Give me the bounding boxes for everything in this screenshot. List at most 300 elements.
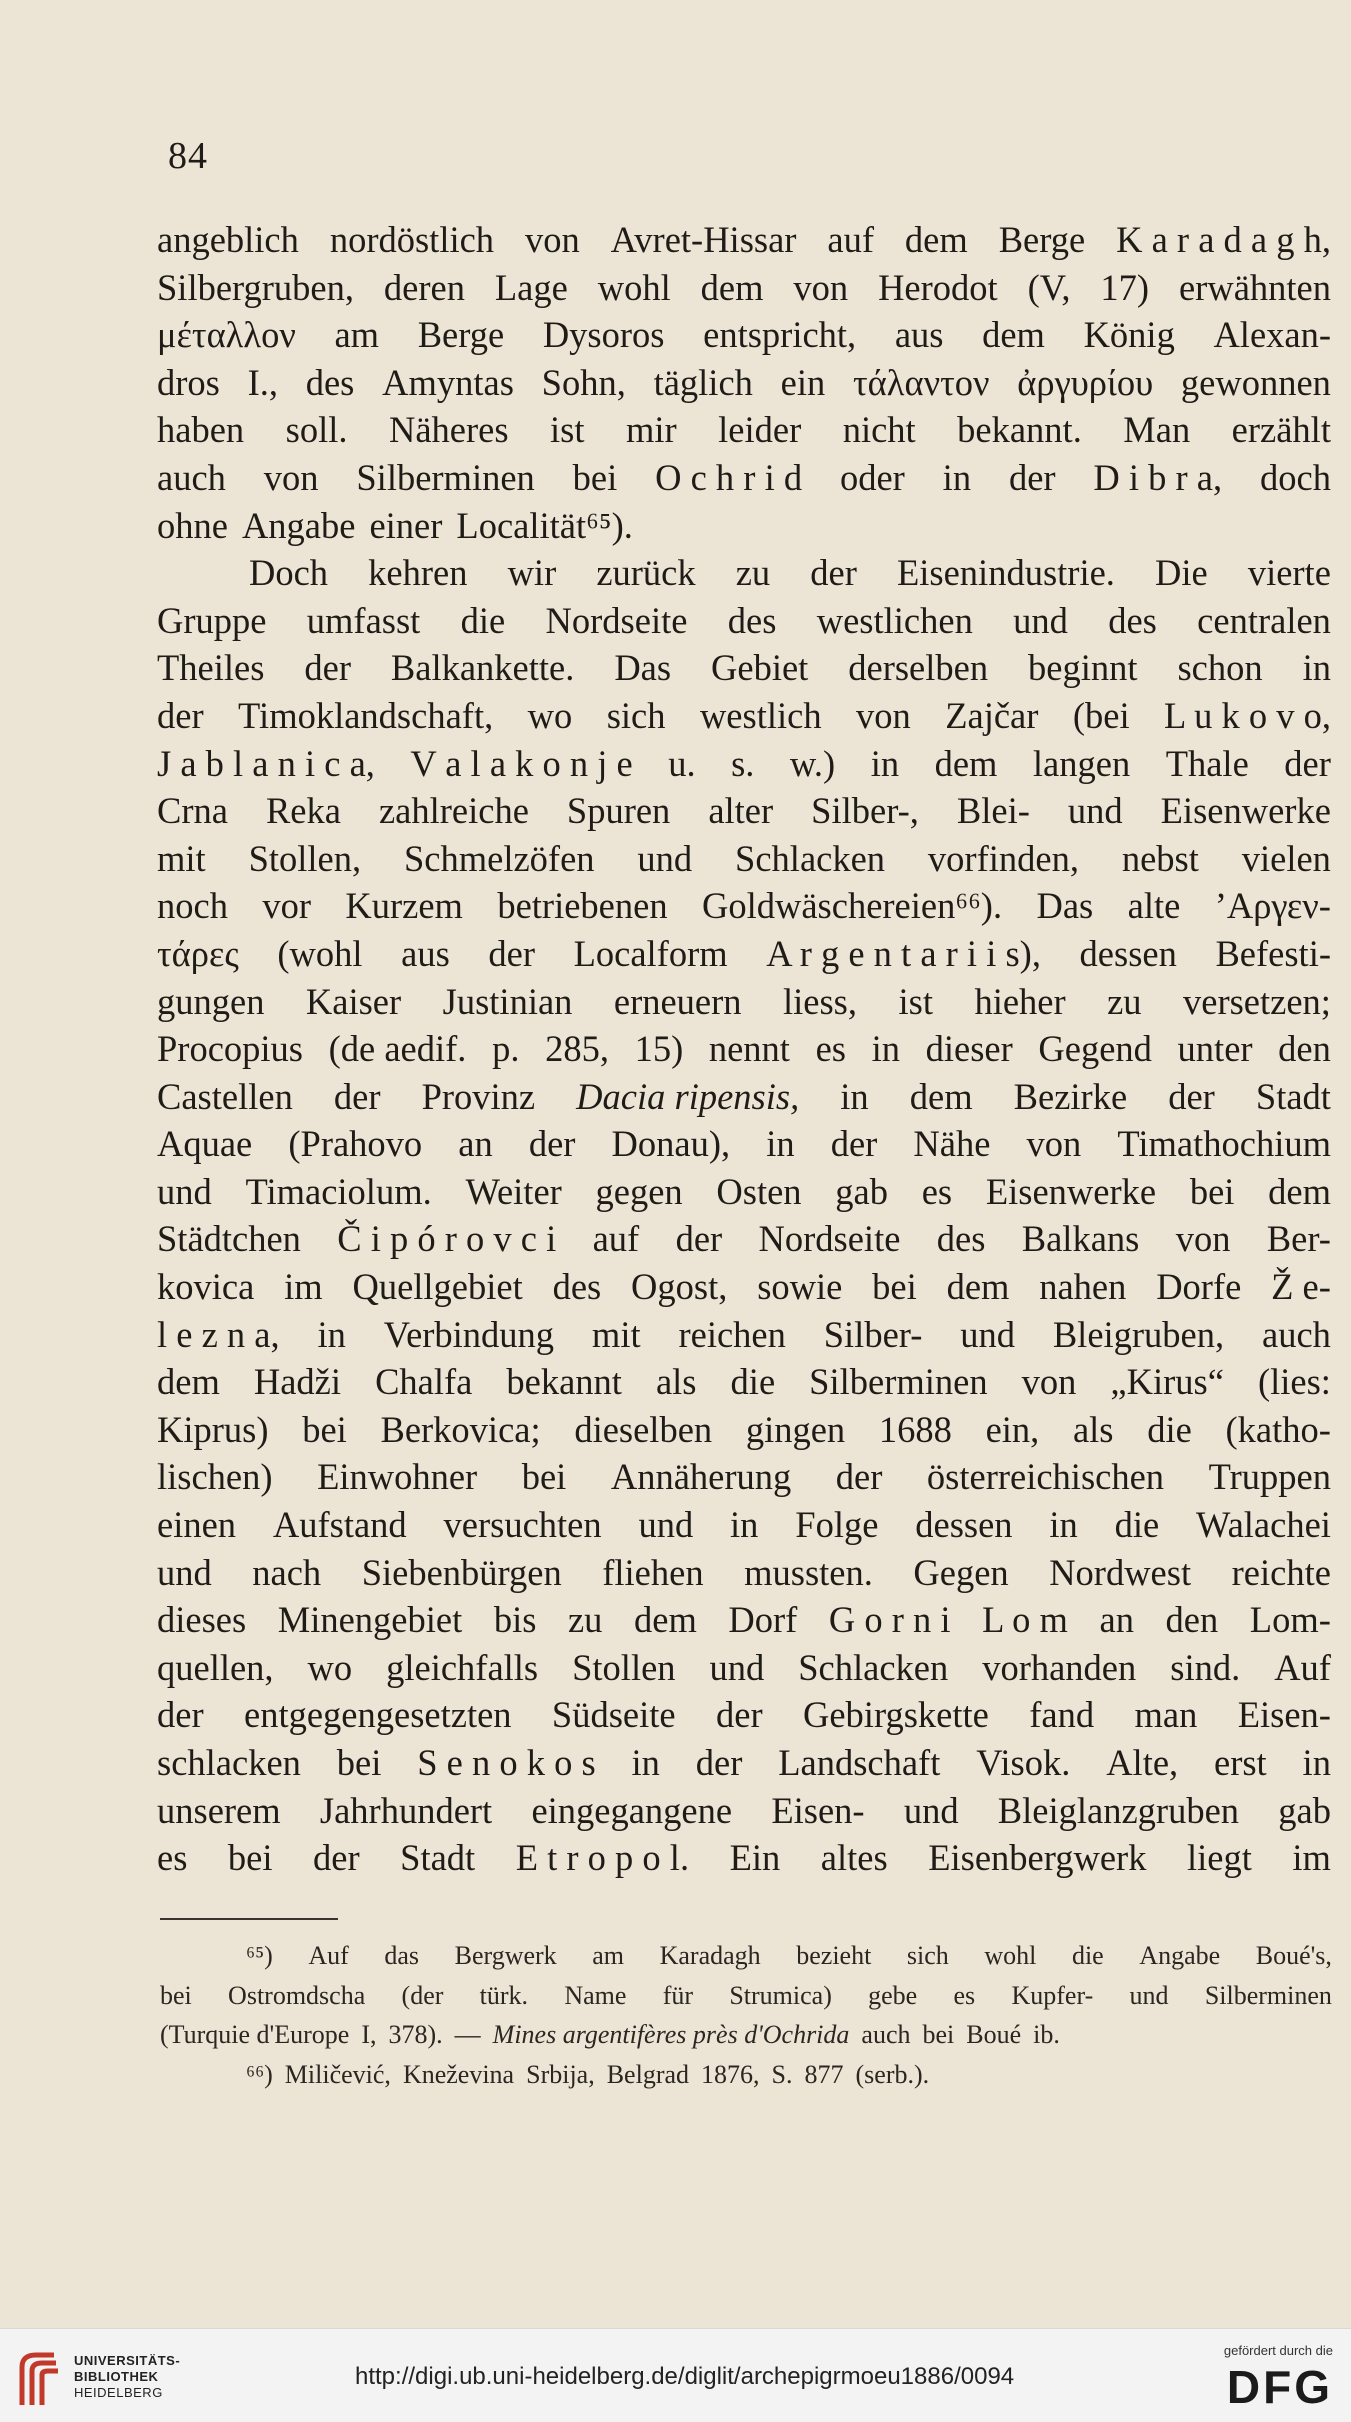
text-line: [157, 502, 1331, 550]
word: —: [454, 2020, 481, 2049]
word: in: [1302, 647, 1331, 689]
word: sich: [906, 1941, 949, 1970]
word: Silber-,: [811, 790, 919, 832]
word: des: [727, 599, 777, 641]
word: auf: [827, 219, 874, 260]
word: bekannt: [506, 1361, 622, 1403]
word: in: [870, 742, 900, 784]
footer-bar: [0, 2328, 1351, 2422]
word: Bleiglanzgruben: [997, 1789, 1240, 1831]
word: ist: [898, 980, 933, 1022]
word: (Turquie d'Europe: [160, 2020, 350, 2049]
word: ⁶⁵): [246, 1941, 273, 1970]
word: Folge: [795, 1504, 879, 1546]
word: Auf: [308, 1941, 349, 1970]
word: nicht: [842, 409, 916, 451]
word: und: [709, 1646, 765, 1688]
text-line: [157, 978, 1331, 1026]
word: O c h r i d: [655, 456, 803, 498]
word: 15): [634, 1028, 684, 1070]
word: ἀργυρίου: [1017, 361, 1154, 403]
word: Kurzem: [345, 885, 463, 927]
word: dem: [700, 266, 764, 308]
word: Timoklandschaft,: [238, 694, 494, 736]
word: schon: [1177, 647, 1263, 689]
word: Die: [1155, 552, 1208, 594]
text-line: [157, 1691, 1331, 1739]
word: Thale: [1165, 742, 1249, 784]
word: als: [655, 1361, 697, 1403]
word: unserem: [157, 1789, 281, 1831]
word: Name: [564, 1980, 627, 2010]
word: die: [1114, 1504, 1160, 1546]
permalink-url[interactable]: http://digi.ub.uni-heidelberg.de/diglit/archepigrmoeu1886/0094: [355, 2363, 1015, 2390]
word: Eisenwerke: [1160, 790, 1331, 832]
word: an: [1099, 1599, 1134, 1641]
word: in: [730, 1504, 759, 1546]
word: westlichen: [816, 599, 973, 641]
word: von: [856, 694, 911, 736]
word: Minengebiet: [277, 1599, 463, 1641]
word: L u k o v o,: [1164, 694, 1331, 736]
text-line: [157, 1501, 1331, 1549]
word: altes: [820, 1837, 888, 1879]
word: alte: [1127, 885, 1181, 927]
body-text: [157, 216, 1331, 1882]
text-line: [157, 1787, 1331, 1835]
word: langen: [1032, 742, 1131, 784]
word: mit: [157, 837, 206, 879]
word: Näheres: [388, 409, 509, 451]
word: Annäherung: [610, 1456, 792, 1498]
word: der: [695, 1742, 743, 1783]
footnote-divider: [160, 1918, 338, 1920]
word: entgegengesetzten: [244, 1694, 512, 1736]
word: wohl: [984, 1941, 1037, 1970]
word: in: [871, 1028, 900, 1070]
word: König: [1083, 314, 1175, 356]
sponsor-block: [1223, 2343, 1333, 2413]
text-line: [157, 1549, 1331, 1597]
word: kehren: [368, 552, 468, 594]
word: Timaciolum.: [245, 1170, 432, 1212]
word: es: [953, 1980, 976, 2010]
word: Einwohner: [317, 1456, 478, 1498]
word: und: [1129, 1980, 1169, 2010]
word: Silberminen: [356, 456, 535, 498]
word: in: [840, 1075, 869, 1117]
word: D i b r a,: [1093, 456, 1223, 498]
word: Procopius: [157, 1028, 303, 1070]
word: wir: [507, 552, 557, 594]
word: Man: [1123, 409, 1191, 451]
word: Berkovica;: [380, 1408, 541, 1450]
word: 17): [1100, 266, 1150, 308]
word: Kupfer-: [1011, 1980, 1094, 2010]
word: Dacia ripensis,: [576, 1075, 800, 1117]
word: haben: [157, 409, 245, 451]
text-line: [157, 930, 1331, 978]
word: der: [810, 552, 857, 594]
word: leider: [718, 409, 802, 451]
word: die: [730, 1361, 776, 1403]
word: ⁶⁶): [246, 2059, 273, 2089]
word: Das: [1036, 885, 1094, 927]
word: 378).: [388, 2020, 443, 2049]
word: Silberminen: [809, 1361, 988, 1403]
word: ein,: [985, 1408, 1040, 1450]
word: mussten.: [744, 1551, 873, 1593]
word: unter: [1177, 1028, 1253, 1070]
word: der: [528, 1123, 576, 1165]
word: reichen: [678, 1313, 786, 1355]
word: von: [524, 219, 580, 260]
word: wo: [307, 1646, 353, 1688]
word: ohne: [157, 504, 228, 546]
word: E t r o p o l.: [515, 1837, 690, 1879]
word: centralen: [1197, 599, 1331, 641]
word: Dysoros: [542, 314, 665, 356]
word: Gegen: [913, 1551, 1009, 1593]
word: an: [458, 1123, 493, 1165]
word: eingegangene: [531, 1789, 733, 1831]
word: bei: [872, 1266, 917, 1308]
word: die: [460, 599, 506, 641]
word: dem: [634, 1599, 697, 1641]
word: Gebirgskette: [803, 1694, 989, 1736]
text-line: [157, 835, 1331, 883]
word: bei: [572, 456, 618, 498]
word: Goldwäschereien⁶⁶).: [701, 885, 1003, 927]
word: S.: [771, 2059, 793, 2089]
page-number: 84: [168, 135, 208, 177]
word: erneuern: [613, 980, 742, 1022]
word: für: [662, 1980, 694, 2010]
word: im: [284, 1266, 323, 1308]
word: Städtchen: [157, 1218, 301, 1260]
text-line: [157, 1311, 1331, 1359]
word: 1876,: [701, 2059, 760, 2089]
word: zu: [1107, 980, 1142, 1022]
word: der: [157, 694, 204, 736]
word: dieselben: [574, 1408, 713, 1450]
word: A r g e n t a r i i s),: [766, 932, 1041, 974]
word: Localform: [573, 932, 728, 974]
text-line: [157, 1120, 1331, 1168]
word: Hadži: [253, 1361, 342, 1403]
word: (Prahovo: [288, 1123, 423, 1165]
word: I,: [361, 2020, 377, 2049]
word: österreichischen: [926, 1456, 1165, 1498]
word: noch: [157, 885, 228, 927]
word: den: [1278, 1028, 1331, 1070]
word: Stadt: [1255, 1075, 1331, 1117]
word: τάλαντον: [852, 361, 990, 403]
word: nordöstlich: [329, 219, 495, 260]
word: Visok.: [976, 1742, 1071, 1783]
word: dros: [157, 361, 220, 403]
word: dessen: [915, 1504, 1013, 1546]
word: und: [960, 1313, 1015, 1355]
word: türk.: [479, 1980, 529, 2010]
word: Das: [614, 647, 672, 689]
word: wo: [527, 694, 573, 736]
word: Silbergruben,: [157, 266, 355, 308]
word: Schlacken: [735, 837, 886, 879]
word: Alexan-: [1213, 314, 1331, 356]
word: Schmelzöfen: [404, 837, 595, 879]
word: zurück: [596, 552, 696, 594]
word: Nordseite: [545, 599, 688, 641]
word: quellen,: [157, 1646, 274, 1688]
word: der: [675, 1218, 723, 1260]
word: Nordseite: [758, 1218, 901, 1260]
word: gegen: [595, 1170, 683, 1212]
word: gungen: [157, 980, 265, 1022]
word: es: [157, 1837, 188, 1879]
word: ib.: [1033, 2020, 1060, 2049]
word: von: [1026, 1123, 1082, 1165]
word: Bleigruben,: [1052, 1313, 1225, 1355]
footnote-line: [160, 2015, 1332, 2055]
word: (wohl: [277, 932, 363, 974]
word: die: [1071, 1941, 1104, 1970]
text-line: [157, 597, 1331, 645]
text-line: [157, 1596, 1331, 1644]
word: man: [1134, 1694, 1198, 1736]
word: Timathochium: [1117, 1123, 1331, 1165]
word: versuchten: [443, 1504, 602, 1546]
footnotes: [160, 1936, 1332, 2094]
word: dem: [909, 1075, 973, 1117]
word: gab: [1278, 1789, 1331, 1831]
word: im: [1292, 1837, 1331, 1879]
word: die: [1147, 1408, 1192, 1450]
word: Stadt: [400, 1837, 476, 1879]
word: der: [488, 932, 535, 974]
text-line: [157, 882, 1331, 930]
word: Lage: [494, 266, 568, 308]
word: Miličević,: [284, 2059, 391, 2089]
word: Balkankette.: [390, 647, 575, 689]
word: Dorf: [728, 1599, 798, 1641]
word: das: [384, 1941, 420, 1970]
word: „Kirus“: [1110, 1361, 1224, 1403]
word: Doch: [249, 552, 329, 594]
word: und: [903, 1789, 959, 1831]
word: dem: [982, 314, 1045, 356]
word: bei: [922, 2020, 955, 2049]
word: u.: [668, 742, 696, 784]
word: Ogost,: [631, 1266, 728, 1308]
word: oder: [839, 456, 905, 498]
word: dem: [157, 1361, 220, 1403]
word: Ž e-: [1271, 1266, 1331, 1308]
word: Truppen: [1208, 1456, 1331, 1498]
word: Zajčar: [945, 694, 1039, 736]
word: p.: [492, 1028, 520, 1070]
word: alter: [708, 790, 774, 832]
word: Boué's,: [1255, 1941, 1332, 1970]
word: Chalfa: [375, 1361, 473, 1403]
word: der: [716, 1694, 763, 1736]
text-line: [157, 1644, 1331, 1692]
word: bezieht: [796, 1941, 872, 1970]
word: einer: [369, 504, 443, 546]
word: des: [1108, 599, 1157, 641]
word: Stollen,: [248, 837, 362, 879]
word: nach: [252, 1551, 322, 1593]
text-line: [157, 1358, 1331, 1406]
word: und: [157, 1170, 212, 1212]
word: Stollen: [572, 1646, 676, 1688]
word: (bei: [1072, 694, 1130, 736]
word: auch: [1262, 1313, 1331, 1355]
word: vor: [262, 885, 311, 927]
word: dem: [1268, 1170, 1331, 1212]
word: aus: [401, 932, 450, 974]
word: Donau),: [611, 1123, 731, 1165]
word: Localität⁶⁵).: [456, 504, 633, 546]
word: Walachei: [1196, 1504, 1331, 1546]
footnote-line: [160, 2055, 1332, 2095]
word: Sohn,: [541, 361, 626, 403]
text-line: [157, 264, 1331, 312]
word: Herodot: [878, 266, 998, 308]
word: Č i p ó r o v c i: [337, 1218, 557, 1260]
word: Silber-: [823, 1313, 923, 1355]
word: einen: [157, 1504, 237, 1546]
word: von: [1021, 1361, 1077, 1403]
word: Silberminen: [1204, 1980, 1332, 2010]
word: (katho-: [1225, 1408, 1331, 1450]
word: und: [638, 1504, 694, 1546]
library-line-2: BIBLIOTHEK: [74, 2369, 159, 2384]
text-line: [157, 1073, 1331, 1121]
word: und: [637, 837, 693, 879]
word: Kiprus): [157, 1408, 269, 1450]
text-line: [157, 1453, 1331, 1501]
word: Alte,: [1106, 1742, 1179, 1783]
word: und: [1067, 790, 1123, 832]
word: Berge: [417, 314, 505, 356]
word: Eisen-: [771, 1789, 865, 1831]
word: Eisenwerke: [985, 1170, 1157, 1212]
library-line-1: UNIVERSITÄTS-: [74, 2353, 181, 2368]
word: Dorfe: [1156, 1266, 1242, 1308]
word: des: [305, 361, 355, 403]
word: μέταλλον: [157, 314, 296, 356]
word: vorfinden,: [927, 837, 1079, 879]
library-name: [74, 2353, 180, 2401]
word: bei: [1189, 1170, 1235, 1212]
word: sich: [606, 694, 666, 736]
footnote-line: [160, 1976, 1332, 2016]
word: Lom-: [1249, 1599, 1331, 1641]
word: Verbindung: [383, 1313, 555, 1355]
word: Gruppe: [157, 599, 267, 641]
word: Aquae: [157, 1123, 253, 1165]
text-line: [157, 692, 1331, 740]
word: Amyntas: [382, 361, 514, 403]
word: der: [835, 1456, 883, 1498]
word: Karadagh: [659, 1941, 761, 1970]
word: Angabe: [241, 504, 356, 546]
word: der: [313, 1837, 360, 1879]
dfg-logo: DFG: [1226, 2361, 1333, 2413]
word: nebst: [1121, 837, 1199, 879]
word: K a r a d a g h,: [1116, 219, 1331, 260]
word: Ein: [729, 1837, 781, 1879]
word: am: [334, 314, 380, 356]
word: von: [1175, 1218, 1231, 1260]
word: Bergwerk: [454, 1941, 557, 1970]
word: angeblich: [157, 219, 299, 260]
sponsor-label: gefördert durch die: [1223, 2343, 1333, 2358]
word: Landschaft: [778, 1742, 941, 1783]
word: (lies:: [1257, 1361, 1331, 1403]
word: bei: [160, 1980, 192, 2010]
word: (de aedif.: [328, 1028, 467, 1070]
word: 285,: [545, 1028, 609, 1070]
word: ist: [550, 409, 585, 451]
word: vierte: [1247, 552, 1331, 594]
word: Provinz: [421, 1075, 536, 1117]
word: dem: [904, 219, 968, 260]
word: gebe: [868, 1980, 918, 2010]
word: es: [815, 1028, 846, 1070]
text-line: [157, 549, 1331, 597]
word: l e z n a,: [157, 1313, 280, 1355]
word: am: [592, 1941, 625, 1970]
word: J a b l a n i c a,: [157, 742, 375, 784]
word: versetzen;: [1183, 980, 1331, 1022]
text-line: [157, 216, 1331, 264]
word: Quellgebiet: [352, 1266, 523, 1308]
word: bei: [227, 1837, 273, 1879]
word: Schlacken: [798, 1646, 949, 1688]
word: reichte: [1231, 1551, 1331, 1593]
word: bei: [302, 1408, 347, 1450]
word: w.): [789, 742, 836, 784]
word: fliehen: [602, 1551, 704, 1593]
word: Südseite: [551, 1694, 676, 1736]
word: fand: [1029, 1694, 1095, 1736]
word: von: [793, 266, 849, 308]
word: Blei-: [956, 790, 1030, 832]
word: G o r n i: [828, 1599, 951, 1641]
word: ʼΑργεν-: [1214, 885, 1331, 927]
word: Osten: [716, 1170, 802, 1212]
word: s.: [731, 742, 755, 784]
word: τάρες: [157, 932, 239, 974]
word: Theiles: [157, 647, 265, 689]
word: bei: [521, 1456, 567, 1498]
text-line: [157, 787, 1331, 835]
word: (V,: [1027, 266, 1071, 308]
word: gleichfalls: [386, 1646, 539, 1688]
word: der: [830, 1123, 878, 1165]
word: schlacken: [157, 1742, 301, 1783]
word: bei: [336, 1742, 382, 1783]
word: Avret-Hissar: [610, 219, 797, 260]
word: in: [631, 1742, 660, 1783]
word: Ber-: [1266, 1218, 1331, 1260]
word: zu: [735, 552, 771, 594]
word: es: [921, 1170, 953, 1212]
word: doch: [1260, 456, 1331, 498]
word: ein: [780, 361, 826, 403]
